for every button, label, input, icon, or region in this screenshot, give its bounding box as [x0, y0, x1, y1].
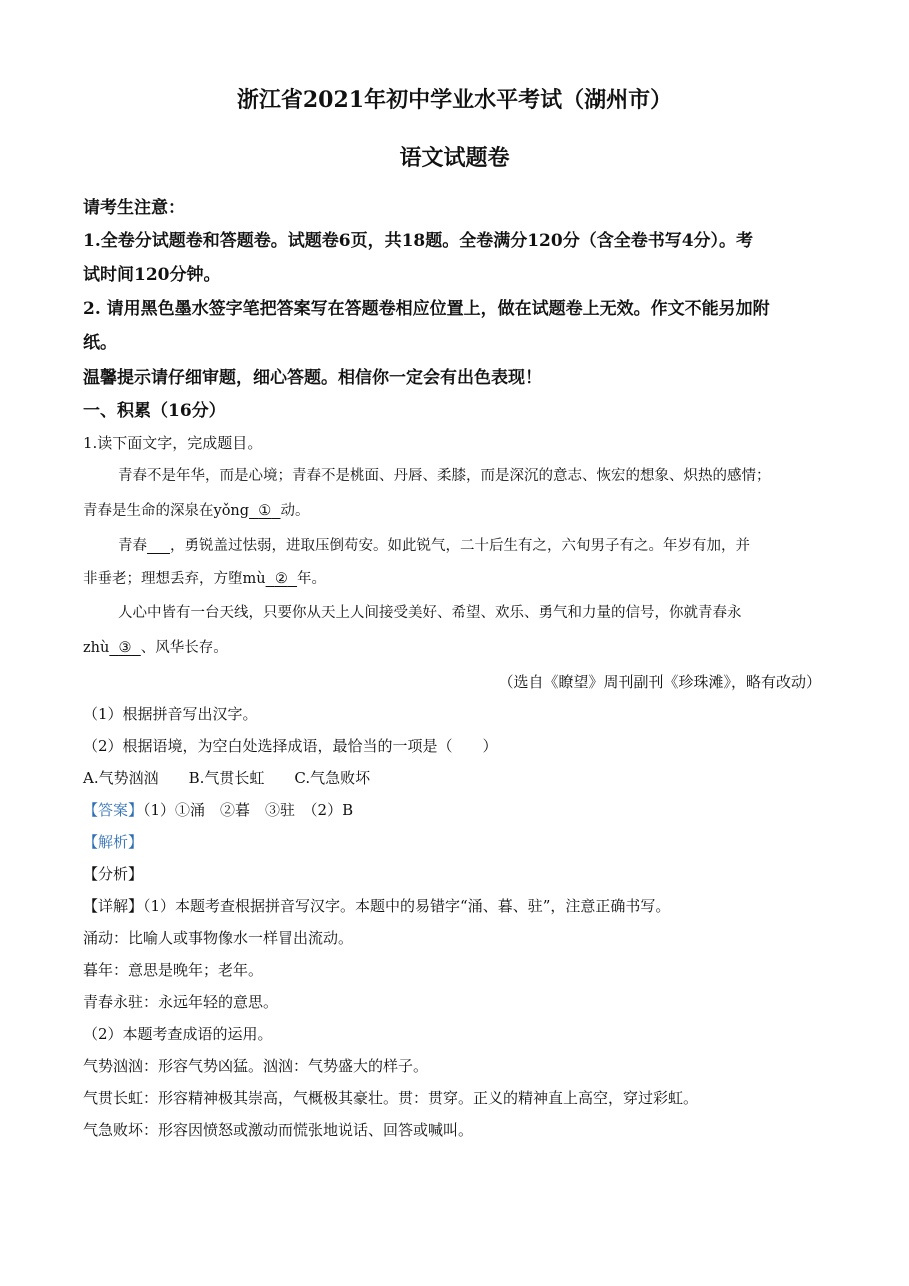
blank-3-label: ③: [118, 640, 132, 656]
passage-p1-line1: 青春不是年华，而是心境；青春不是桃面、丹唇、柔膝，而是深沉的意志、恢宏的想象、炽热的感情；: [118, 468, 771, 484]
detail-text: （1）本题考查根据拼音写汉字。本题中的易错字“涌、暮、驻”，注意正确书写。: [143, 897, 671, 915]
blank-2: [266, 571, 297, 587]
subquestion-1: （1）根据拼音写出汉字。: [83, 705, 258, 723]
answer-options: A.气势汹汹 B.气贯长虹 C.气急败坏: [83, 769, 371, 787]
answer-line: [83, 799, 353, 821]
passage-text: 青春是生命的深泉在yǒng: [83, 503, 250, 519]
page-title: 浙江省2021年初中学业水平考试（湖州市）: [236, 87, 673, 113]
passage-text: zhù: [83, 640, 110, 656]
subquestion-2: （2）根据语境，为空白处选择成语，最恰当的一项是（ ）: [83, 737, 498, 755]
notice-tip: 温馨提示请仔细审题，细心答题。相信你一定会有出色表现！: [83, 368, 542, 388]
blank-1-label: ①: [258, 503, 272, 519]
blank-1: [249, 503, 280, 519]
blank-idiom: [147, 538, 170, 554]
blank-3: [109, 640, 140, 656]
explanation-7: 气急败坏：形容因愤怒或激动而慌张地说话、回答或喊叫。: [83, 1121, 474, 1139]
passage-text: 青春: [118, 538, 147, 554]
notice-item2-line2: 纸。: [83, 333, 117, 353]
explanation-1: 涌动：比喻人或事物像水一样冒出流动。: [83, 929, 354, 947]
notice-item2-line1: 2. 请用黑色墨水签字笔把答案写在答题卷相应位置上，做在试题卷上无效。作文不能另加附: [83, 299, 770, 319]
answer-label: 【答案】: [83, 801, 144, 819]
passage-text: ，勇锐盖过怯弱，进取压倒苟安。如此锐气，二十后生有之，六旬男子有之。年岁有加，并: [170, 538, 751, 554]
blank-2-label: ②: [274, 571, 288, 587]
passage-p3-line2: [83, 637, 228, 659]
fenxi-label: 【分析】: [83, 865, 144, 883]
passage-source: （选自《瞭望》周刊副刊《珍珠滩》，略有改动）: [498, 673, 821, 691]
notice-heading: 请考生注意：: [83, 198, 185, 218]
question-stem: 1.读下面文字，完成题目。: [83, 434, 263, 452]
detail-label: 【详解】: [83, 897, 144, 915]
notice-item1-line1: 1.全卷分试题卷和答题卷。试题卷6页，共18题。全卷满分120分（含全卷书写4分）。考: [83, 231, 754, 251]
section-heading: 一、积累（16分）: [83, 401, 226, 421]
passage-p2-line1: [118, 535, 750, 557]
notice-item1-line2: 试时间120分钟。: [83, 265, 221, 285]
analysis-label: 【解析】: [83, 833, 144, 851]
passage-p2-line2: [83, 568, 326, 590]
explanation-6: 气贯长虹：形容精神极其崇高，气概极其豪壮。贯：贯穿。正义的精神直上高空，穿过彩虹。: [83, 1089, 699, 1107]
passage-text: 动。: [280, 503, 310, 519]
explanation-3: 青春永驻：永远年轻的意思。: [83, 993, 279, 1011]
page-subtitle: 语文试题卷: [399, 145, 510, 171]
passage-text: 、风华长存。: [140, 640, 228, 656]
passage-p1-line2: [83, 500, 309, 522]
passage-text: 非垂老；理想丢弃，方堕mù: [83, 571, 266, 587]
explanation-4: （2）本题考查成语的运用。: [83, 1025, 273, 1043]
explanation-5: 气势汹汹：形容气势凶猛。汹汹：气势盛大的样子。: [83, 1057, 429, 1075]
passage-p3-line1: 人心中皆有一台天线，只要你从天上人间接受美好、希望、欢乐、勇气和力量的信号，你就青春永: [118, 605, 742, 621]
passage-text: 年。: [297, 571, 327, 587]
explanation-2: 暮年：意思是晚年；老年。: [83, 961, 264, 979]
detail-line: [83, 895, 670, 917]
answer-text: （1）①涌 ②暮 ③驻 （2）B: [143, 801, 354, 819]
